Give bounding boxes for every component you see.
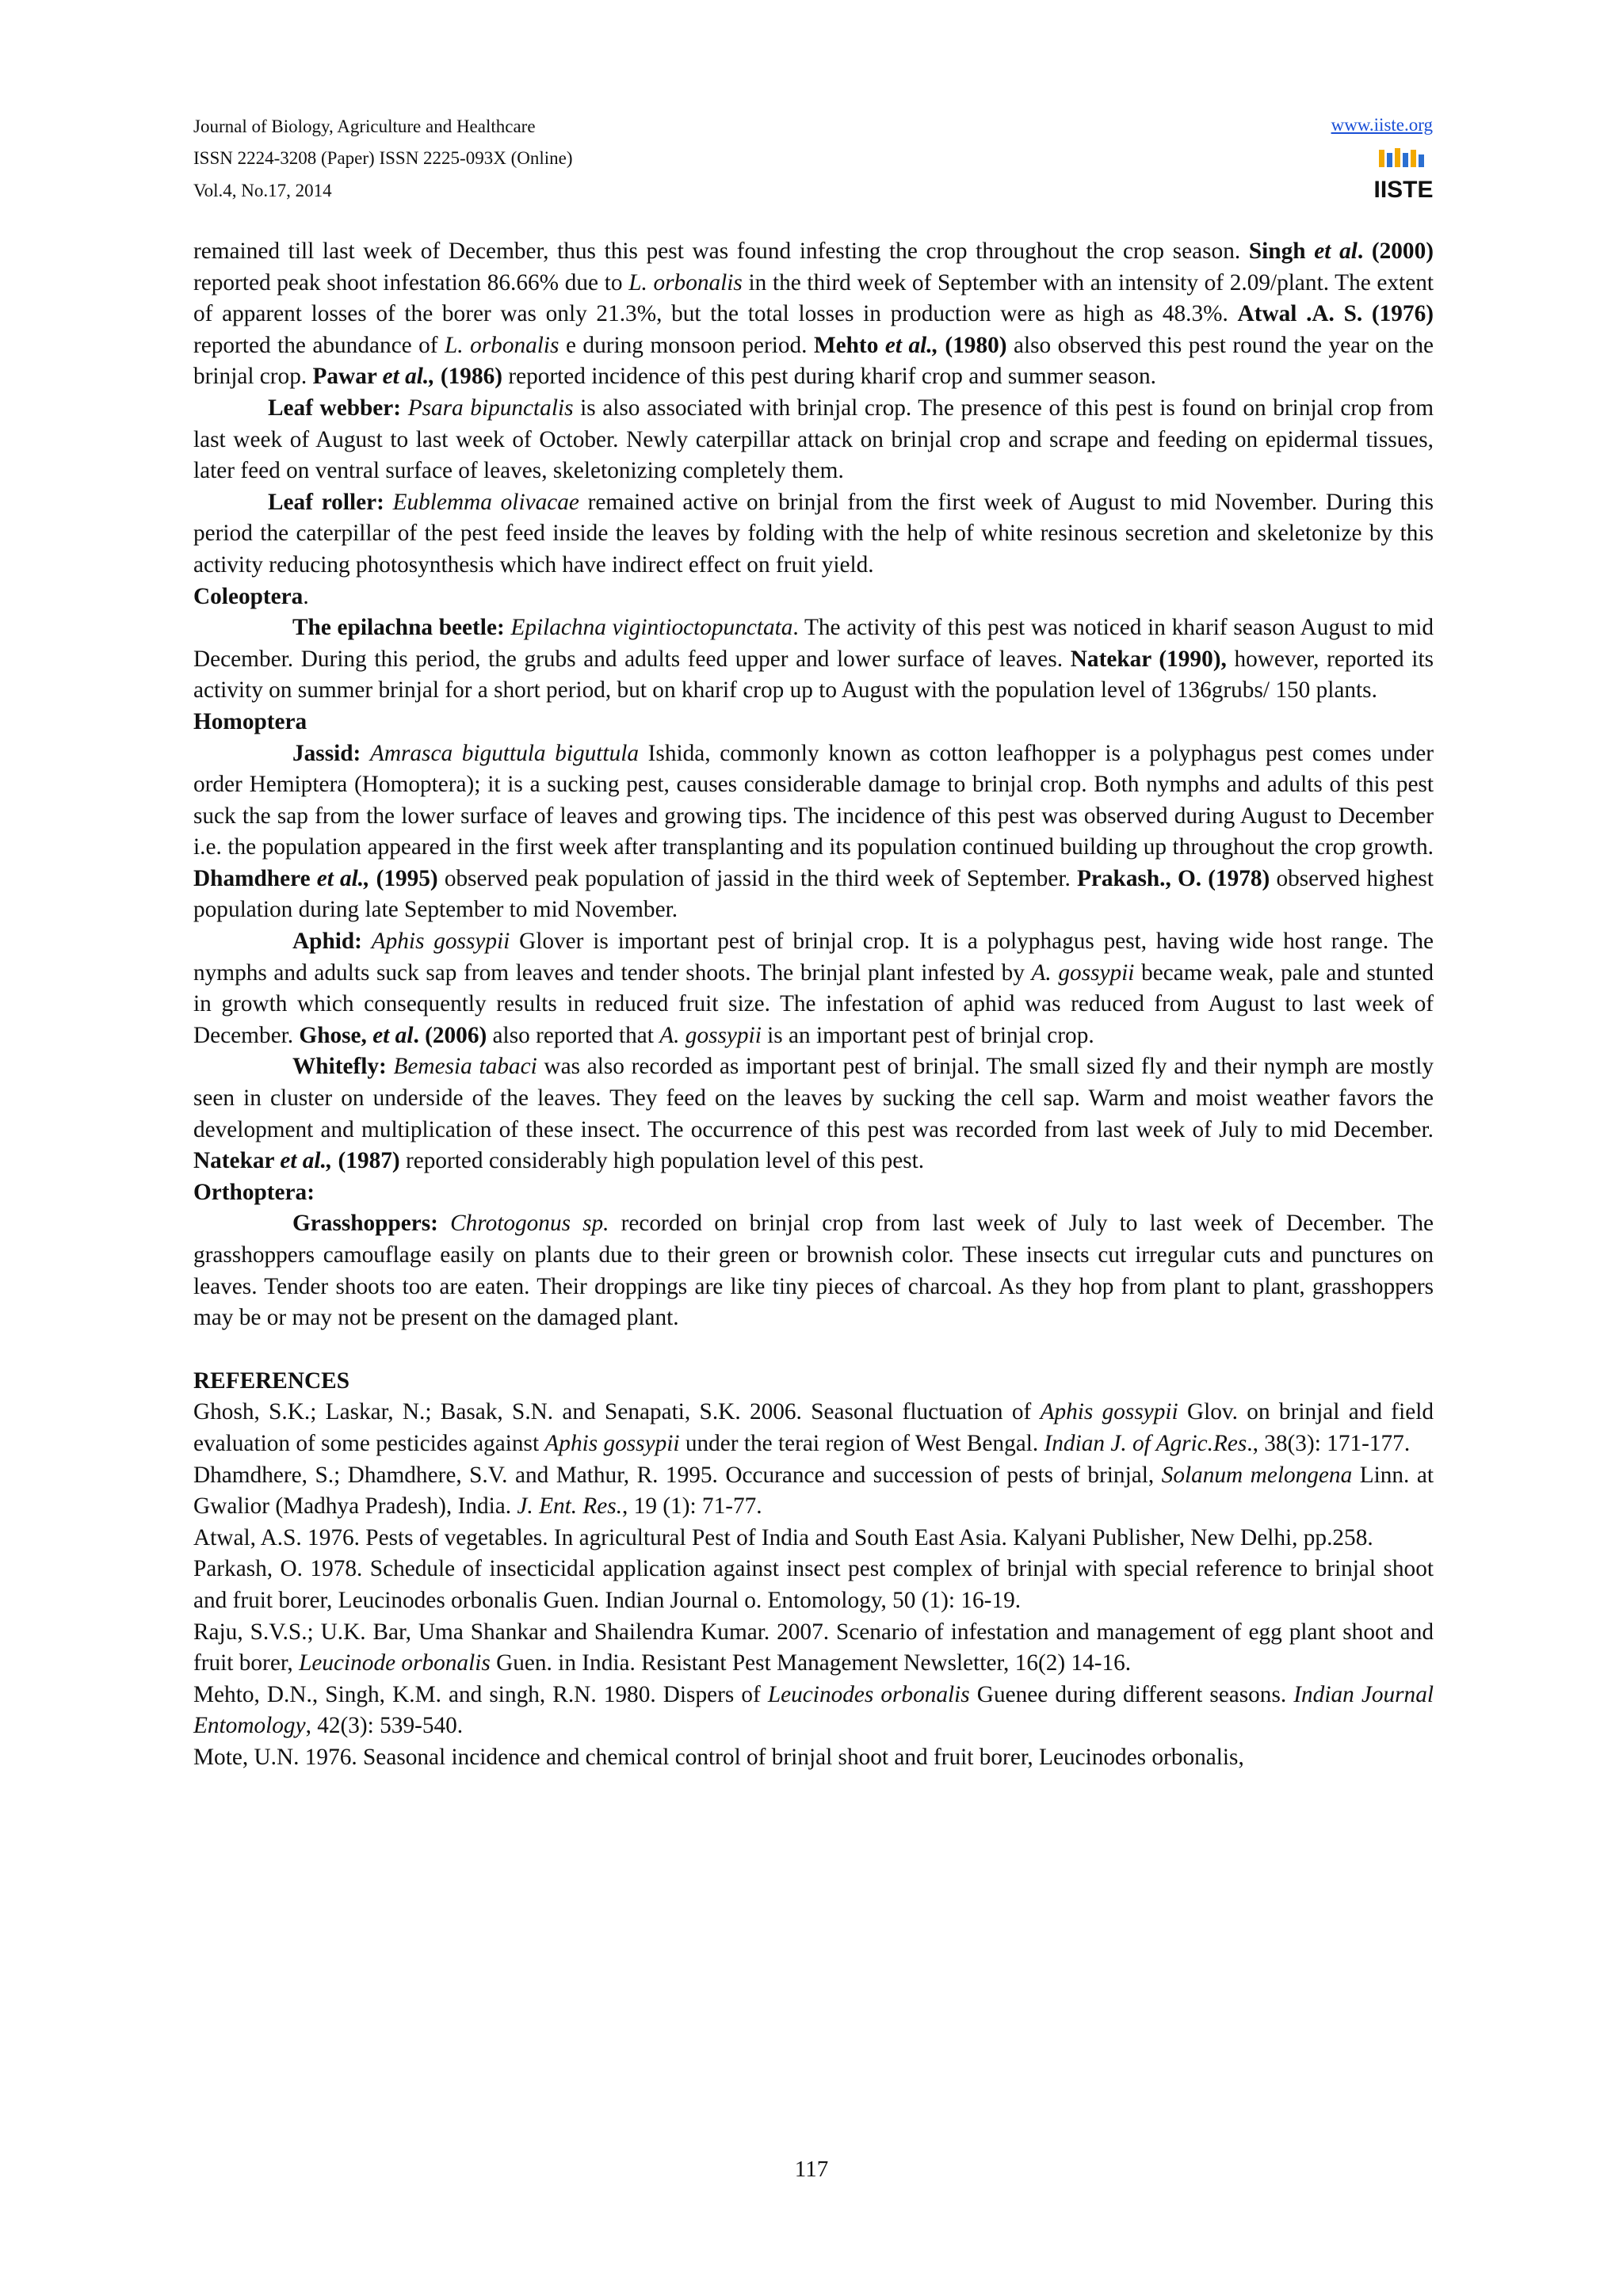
text-run: Epilachna vigintioctopunctata (510, 615, 793, 641)
text-run: ., 38(3): 171-177. (1247, 1430, 1411, 1456)
text-run: is an important pest of brinjal crop. (761, 1022, 1094, 1048)
reference-item (193, 1554, 1434, 1616)
text-run: recorded on brinjal crop from last week of July to last week of December. The grasshoppers camouflage easily on plants due to their green or brownish color. These insects cut irregular cuts and punctures on leaves. Tender shoots too are eaten. Their droppings are like tiny pieces of charcoal. As they hop from plant to plant, grasshoppers may be or may not be present on the damaged plant. (193, 1211, 1434, 1331)
text-run: et al., (382, 364, 435, 390)
text-run: Aphis gossypii (1040, 1399, 1178, 1425)
text-run: Aphis gossypii (544, 1430, 680, 1456)
text-run: Pawar (312, 364, 383, 390)
text-run: reported incidence of this pest during kharif crop and summer season. (502, 364, 1156, 390)
body-paragraph-leaf-roller (193, 487, 1434, 582)
body-paragraph-epilachna (193, 612, 1434, 707)
text-run: Orthoptera: (193, 1179, 315, 1205)
text-run: was also recorded as important pest of brinjal. The small sized fly and their nymph are mostly seen in cluster on underside of the leaves. They feed on the leaves by sucking the cell sap. Warm and moist weather favors the development and multiplication of these insect. The occurrence of this pest was recorded from last week of July to mid December. (193, 1054, 1434, 1142)
text-run: (1986) (434, 364, 503, 390)
text-run: L. orbonalis (445, 332, 559, 358)
text-run: also reported that (487, 1022, 660, 1048)
text-run: Solanum melongena (1161, 1462, 1353, 1488)
text-run: Natekar (193, 1148, 281, 1174)
text-run: Dhamdhere, S.; Dhamdhere, S.V. and Mathur, R. 1995. Occurance and succession of pests of brinjal, (193, 1462, 1162, 1488)
text-run: Atwal .A. S. (1976) (1237, 301, 1434, 327)
text-run: Prakash., O. (1978) (1076, 865, 1270, 891)
spacer (193, 1334, 1434, 1366)
text-run: Chrotogonus sp. (450, 1211, 609, 1237)
reference-item (193, 1617, 1434, 1680)
text-run: Jassid: (292, 740, 361, 766)
text-run: reported considerably high population level of this pest. (399, 1148, 925, 1174)
text-run: Guen. in India. Resistant Pest Management Newsletter, 16(2) 14-16. (490, 1650, 1132, 1676)
text-run: Whitefly: (292, 1054, 387, 1080)
text-run: Linn. at Gwalior (Madhya Pradesh), India. (193, 1462, 1434, 1520)
text-run: Leaf roller: (268, 489, 384, 515)
reference-item (193, 1680, 1434, 1742)
text-run: Ghosh, S.K.; Laskar, N.; Basak, S.N. and Senapati, S.K. 2006. Seasonal fluctuation of (193, 1399, 1041, 1425)
text-run: also observed this pest round the year on the brinjal crop. (193, 332, 1434, 390)
text-run: however, reported its activity on summer brinjal for a short period, but on kharif crop up to August with the population level of 136grubs/ 150 plants. (193, 646, 1434, 704)
text-run: Raju, S.V.S.; U.K. Bar, Uma Shankar and Shailendra Kumar. 2007. Scenario of infestation and management of egg plant shoot and fruit borer, (193, 1619, 1434, 1676)
body-paragraph-aphid (193, 926, 1434, 1051)
text-run: observed peak population of jassid in the third week of September. (437, 865, 1077, 891)
text-run: remained till last week of December, thus this pest was found infesting the crop throughout the crop season. (193, 238, 1249, 264)
text-run: reported peak shoot infestation 86.66% due to (193, 269, 629, 296)
text-run: A. gossypii (1031, 959, 1135, 986)
text-run: J. Ent. Res. (517, 1493, 623, 1520)
logo-lettering: IISTE (1373, 177, 1434, 203)
article-body (193, 236, 1434, 1774)
reference-item (193, 1523, 1434, 1554)
text-run: . (2000) (1357, 238, 1434, 264)
text-run: Mehto, D.N., Singh, K.M. and singh, R.N. 1980. Dispers of (193, 1681, 768, 1707)
text-run: observed highest population during late September to mid November. (193, 865, 1434, 923)
text-run: in the third week of September with an intensity of 2.09/plant. The extent of apparent losses of the borer was only 21.3%, but the total losses in production were as high as 48.3%. (193, 269, 1434, 327)
references-heading: REFERENCES (193, 1367, 349, 1394)
text-run: Mote, U.N. 1976. Seasonal incidence and chemical control of brinjal shoot and fruit borer, Leucinodes orbonalis, (193, 1744, 1244, 1770)
text-run (362, 929, 372, 954)
text-run: Leaf webber: (268, 395, 402, 421)
reference-item (193, 1397, 1434, 1459)
text-run: Leucinode orbonalis (299, 1650, 491, 1676)
body-paragraph-leaf-webber (193, 393, 1434, 487)
text-run: , 42(3): 539-540. (305, 1713, 464, 1739)
text-run: Natekar (1990), (1070, 646, 1227, 672)
text-run: Amrasca biguttula biguttula (369, 740, 640, 766)
text-run: Aphis gossypii (371, 929, 510, 955)
text-run: , 19 (1): 71-77. (622, 1493, 762, 1520)
text-run: (1980) (938, 332, 1007, 358)
text-run: Parkash, O. 1978. Schedule of insecticidal application against insect pest complex of brinjal with special reference to brinjal shoot and fruit borer, Leucinodes orbonalis Guen. Indian Journal o. Entomology, 50 (1): 16-19. (193, 1556, 1434, 1613)
text-run: Guenee during different seasons. (969, 1681, 1294, 1707)
page-number: 117 (794, 2157, 829, 2182)
text-run: A. gossypii (659, 1022, 762, 1048)
text-run: e during monsoon period. (559, 332, 814, 358)
text-run: et al (1314, 238, 1358, 264)
body-paragraph-whitefly (193, 1051, 1434, 1177)
text-run (438, 1211, 450, 1236)
text-run: (1995) (369, 865, 438, 891)
text-run: Ghose, (299, 1022, 373, 1048)
volume-line: Vol.4, No.17, 2014 (193, 181, 332, 200)
text-run: Aphid: (292, 929, 362, 955)
text-run: et al., (280, 1148, 333, 1174)
text-run: Bemesia tabaci (393, 1054, 537, 1080)
iiste-logo-icon (1373, 147, 1434, 203)
text-run: remained active on brinjal from the first week of August to mid November. During this period the caterpillar of the pest feed inside the leaves by folding with the help of white resinous secretion and skeletonize by this activity reducing photosynthesis which have indirect effect on fruit yield. (193, 489, 1434, 578)
text-run: Eublemma olivacae (392, 489, 579, 515)
text-run: is also associated with brinjal crop. The presence of this pest is found on brinjal crop from last week of August to last week of October. Newly caterpillar attack on brinjal crop and scrape and feeding on epidermal tissues, later feed on ventral surface of leaves, skeletonizing completely them. (193, 395, 1434, 484)
text-run: The epilachna beetle: (292, 615, 505, 641)
body-paragraph-grasshoppers (193, 1208, 1434, 1333)
text-run: . The activity of this pest was noticed in kharif season August to mid December. During this period, the grubs and adults feed upper and lower surface of leaves. (193, 615, 1434, 672)
text-run: Glover is important pest of brinjal crop. It is a polyphagus pest, having wide host range. The nymphs and adults suck sap from leaves and tender shoots. The brinjal plant infested by (193, 929, 1434, 986)
text-run (387, 1054, 394, 1079)
text-run: became weak, pale and stunted in growth which consequently results in reduced fruit size. The infestation of aphid was reduced from August to last week of December. (193, 959, 1434, 1048)
text-run: Homoptera (193, 708, 307, 734)
text-run: Coleoptera (193, 583, 304, 609)
text-run: et al (372, 1022, 414, 1048)
text-run: . (303, 583, 309, 609)
reference-item (193, 1742, 1434, 1774)
text-run: Atwal, A.S. 1976. Pests of vegetables. In agricultural Pest of India and South East Asia. Kalyani Publisher, New Delhi, pp.258. (193, 1524, 1373, 1550)
section-heading-homoptera (193, 707, 1434, 738)
issn-line: ISSN 2224-3208 (Paper) ISSN 2225-093X (Online) (193, 148, 573, 168)
text-run: Leucinodes orbonalis (767, 1681, 970, 1707)
text-run: Grasshoppers: (292, 1211, 438, 1237)
text-run: et al., (316, 865, 370, 891)
text-run (361, 741, 370, 766)
text-run: reported the abundance of (193, 332, 445, 358)
text-run: Indian J. of Agric.Res (1044, 1430, 1247, 1456)
text-run: Psara bipunctalis (407, 395, 574, 421)
text-run: Mehto (813, 332, 885, 358)
journal-title: Journal of Biology, Agriculture and Healthcare (193, 116, 536, 136)
text-run: Indian Journal Entomology (193, 1681, 1434, 1739)
text-run: . (2006) (413, 1022, 487, 1048)
section-heading-orthoptera (193, 1177, 1434, 1209)
text-run: Ishida, commonly known as cotton leafhopper is a polyphagus pest comes under order Hemiptera (Homoptera); it is a sucking pest, causes considerable damage to brinjal crop. Both nymphs and adults of this pest suck the sap from the lower surface of leaves and growing tips. The incidence of this pest was observed during August to December i.e. the population appeared in the first week after transplanting and its population continued building up throughout the crop growth. (193, 740, 1434, 860)
text-run: Glov. on brinjal and field evaluation of some pesticides against (193, 1399, 1434, 1456)
text-run: et al., (884, 332, 938, 358)
text-run (384, 490, 393, 515)
text-run: Singh (1248, 238, 1315, 264)
text-run: (1987) (332, 1148, 400, 1174)
text-run (401, 395, 408, 421)
journal-website-link[interactable]: www.iiste.org (1331, 115, 1433, 135)
text-run: Dhamdhere (193, 865, 317, 891)
body-paragraph-jassid (193, 738, 1434, 927)
text-run: under the terai region of West Bengal. (679, 1430, 1044, 1456)
reference-item (193, 1460, 1434, 1523)
section-heading-coleoptera (193, 582, 1434, 613)
text-run: L. orbonalis (628, 269, 743, 296)
body-paragraph (193, 236, 1434, 393)
reference-list (193, 1397, 1434, 1773)
